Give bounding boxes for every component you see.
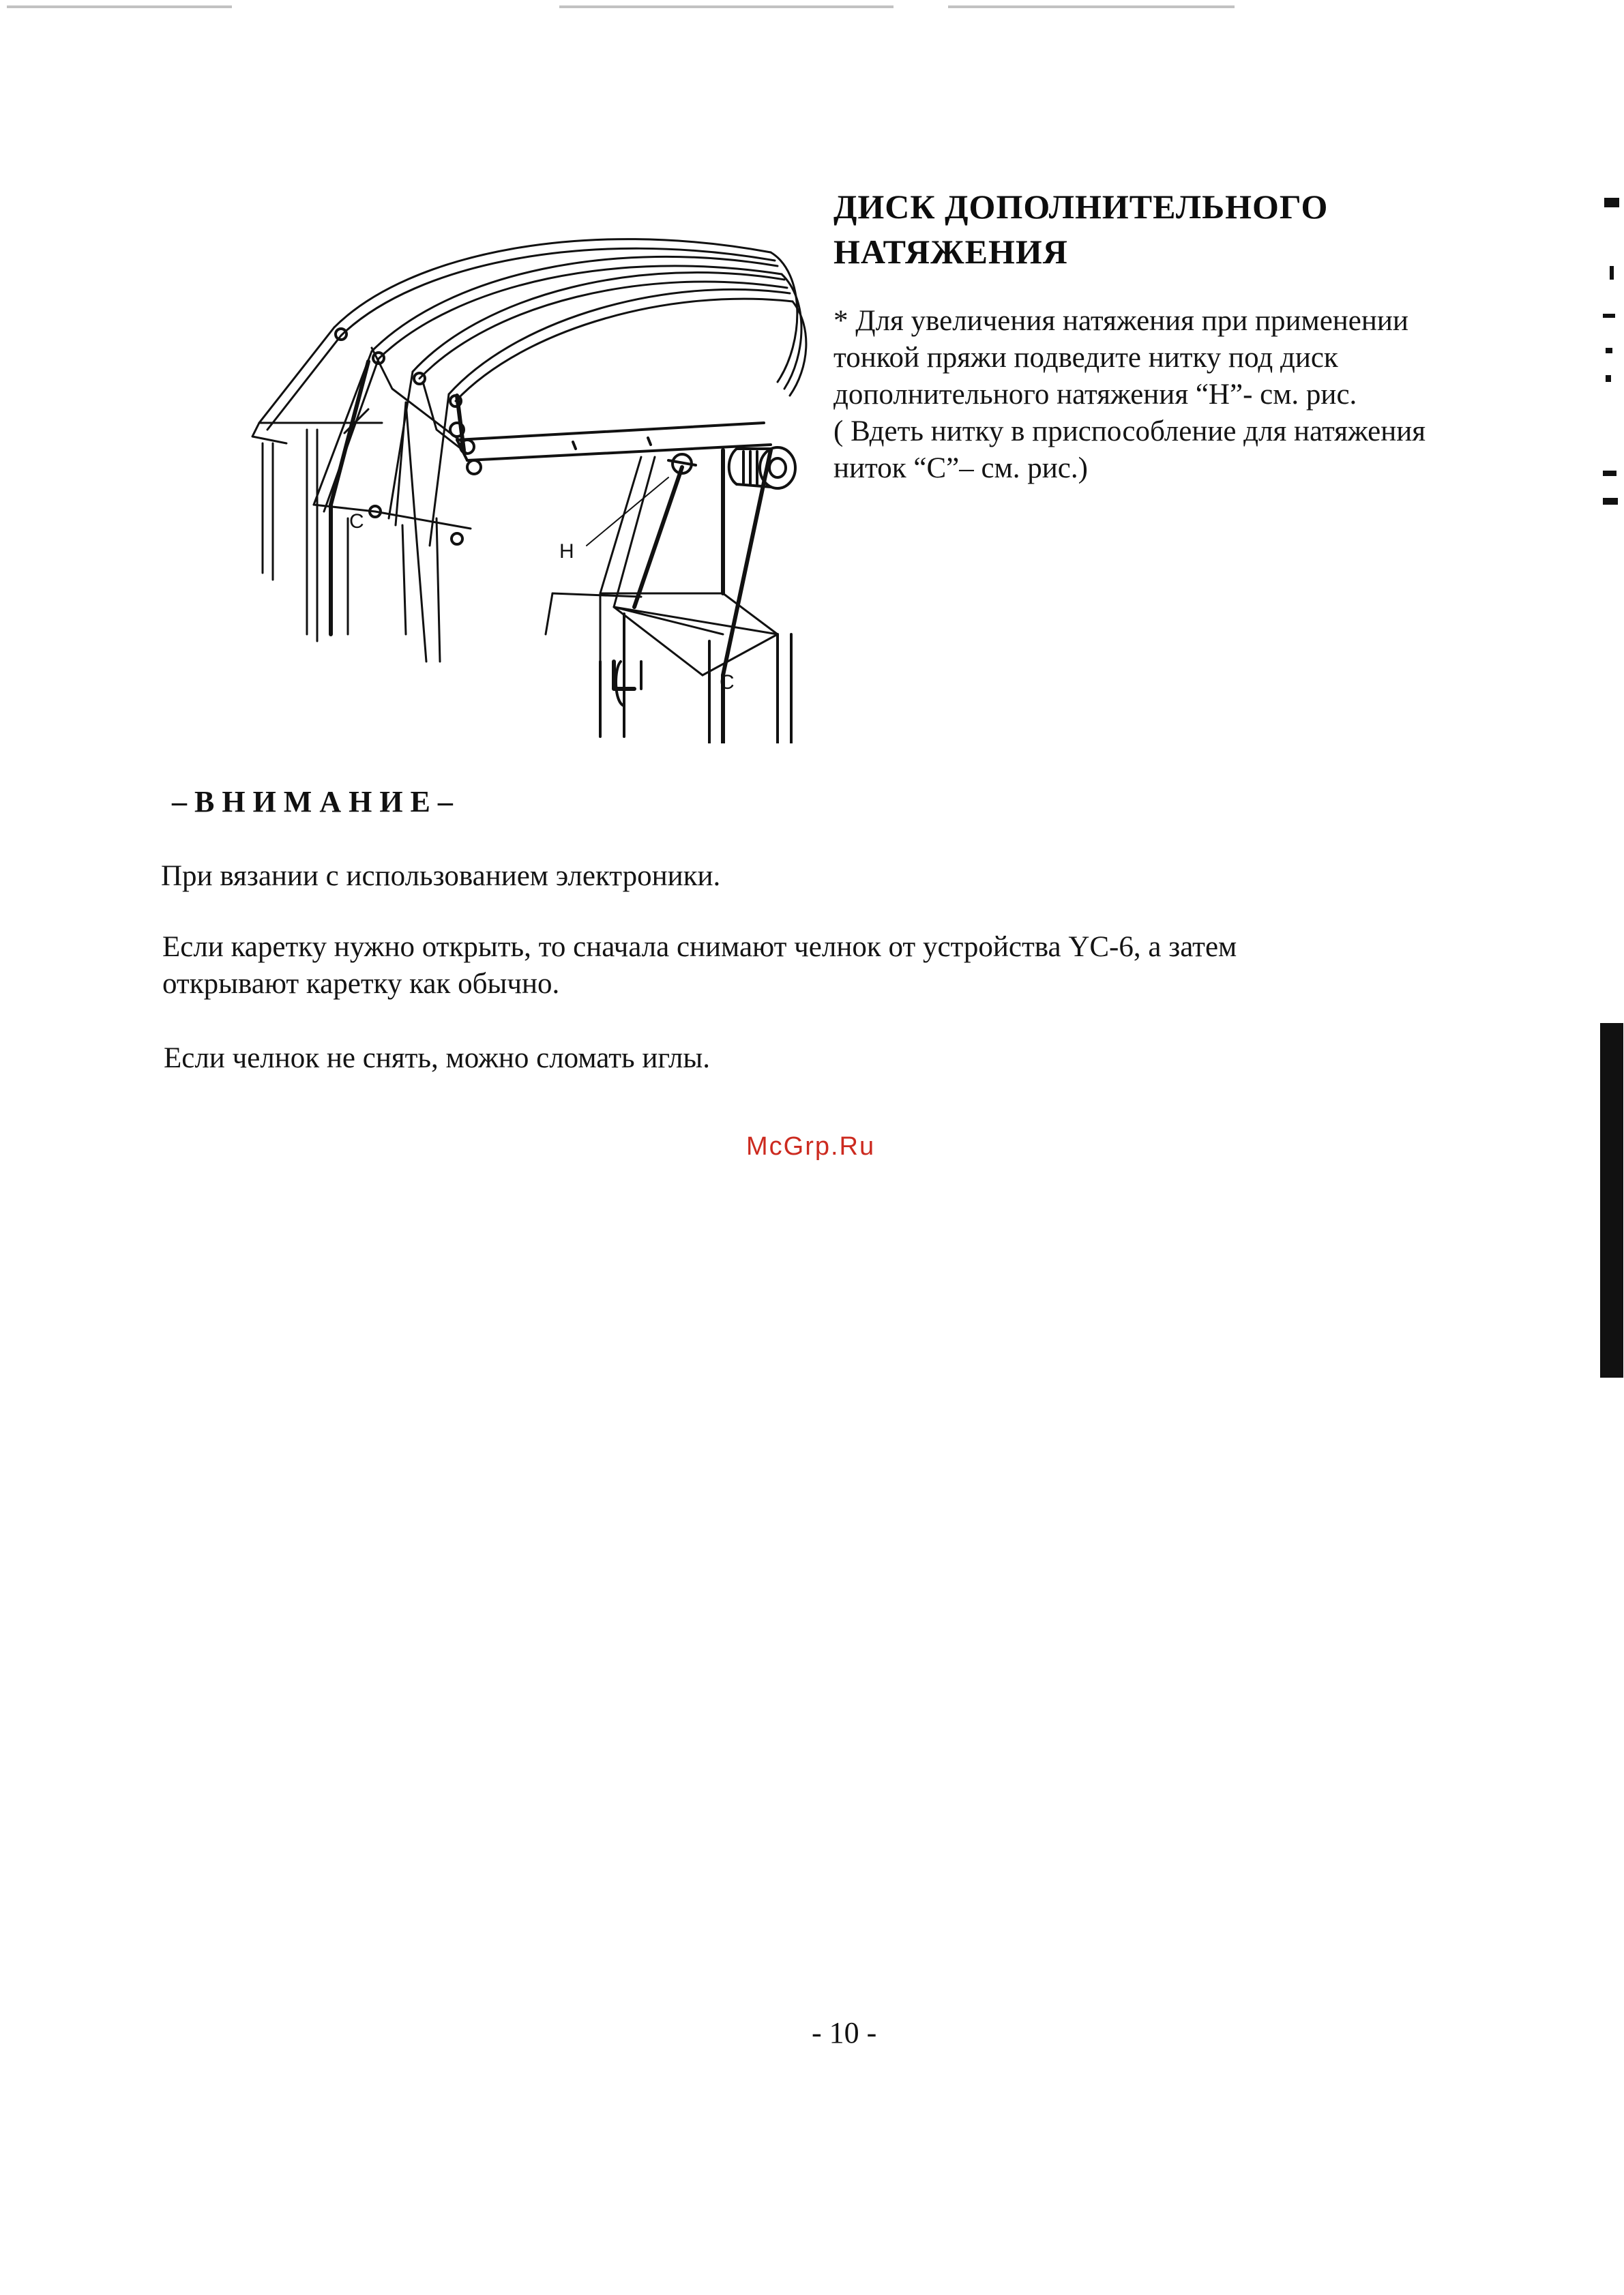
h-leader-line xyxy=(587,477,668,546)
right-yarn xyxy=(614,450,771,743)
watermark-link[interactable]: McGrp.Ru xyxy=(746,1132,876,1161)
instructions-block xyxy=(833,303,1570,487)
right-edge-marks xyxy=(1596,184,1624,1398)
tension-unit-figure xyxy=(232,225,818,743)
attention-paragraph-3: Если челнок не снять, можно сломать иглы. xyxy=(164,1042,710,1074)
instruction-line-3: дополнительного натяжения “H”- см. рис. xyxy=(833,379,1357,411)
label-h: H xyxy=(559,540,574,563)
label-c-left: C xyxy=(349,510,364,533)
attention-paragraph-2-line-1: Если каретку нужно открыть, то сначала снимают челнок от устройства YC-6, а затем xyxy=(162,931,1237,963)
right-guides xyxy=(546,457,778,675)
page-number: - 10 - xyxy=(812,2016,877,2049)
attention-heading: –ВНИМАНИЕ– xyxy=(172,785,460,818)
title-line-2: НАТЯЖЕНИЯ xyxy=(833,233,1068,271)
right-rods xyxy=(600,614,791,743)
instruction-line-4: ( Вдеть нитку в приспособление для натяжения xyxy=(833,415,1426,447)
antenna-arcs xyxy=(334,239,806,401)
section-title xyxy=(833,184,1328,274)
attention-paragraph-2 xyxy=(162,929,1237,1003)
scan-edge-top-3 xyxy=(948,5,1235,8)
tension-knob xyxy=(668,447,795,488)
attention-paragraph-2-line-2: открывают каретку как обычно. xyxy=(162,968,560,1000)
instruction-line-5: ниток “С”– см. рис.) xyxy=(833,452,1088,484)
instruction-line-2: тонкой пряжи подведите нитку под диск xyxy=(833,342,1338,374)
title-line-1: ДИСК ДОПОЛНИТЕЛЬНОГО xyxy=(833,188,1329,226)
label-c-right: C xyxy=(720,671,735,694)
attention-paragraph-1: При вязании с использованием электроники. xyxy=(161,860,721,892)
scan-edge-top-1 xyxy=(7,5,232,8)
instruction-line-1: * Для увеличения натяжения при применении xyxy=(833,305,1408,337)
scan-edge-top-2 xyxy=(559,5,894,8)
